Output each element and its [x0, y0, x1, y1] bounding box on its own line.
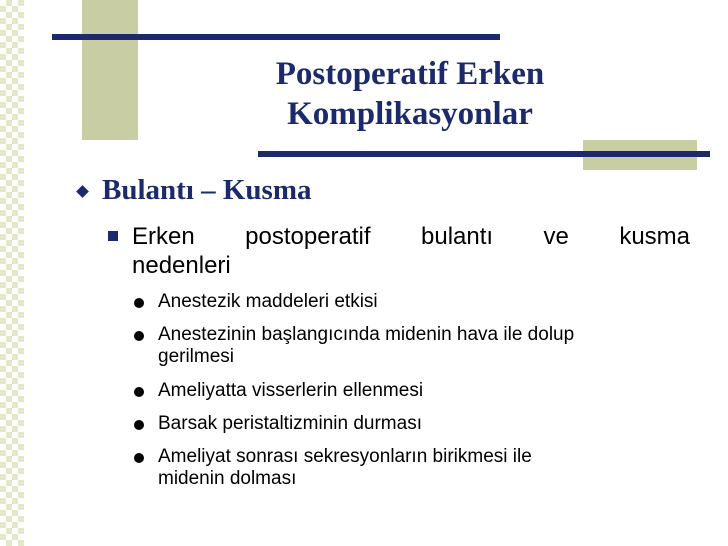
- bullet-heading: Bulantı – Kusma: [102, 174, 312, 206]
- list-item-text-cont: gerilmesi: [158, 346, 235, 367]
- list-item: [134, 380, 694, 402]
- round-bullet-icon: [134, 331, 144, 341]
- subheading-line-1: Erken postoperatif bulantı ve kusma: [132, 223, 690, 250]
- list-item-text: Ameliyatta visserlerin ellenmesi: [158, 380, 424, 401]
- slide-title: [230, 54, 590, 134]
- round-bullet-icon: [134, 298, 144, 308]
- decor-bar-bottom: [258, 151, 710, 157]
- list-item: [134, 324, 694, 368]
- decor-bar-top: [52, 34, 500, 40]
- list-item: [134, 413, 694, 435]
- diamond-bullet-icon: [76, 185, 89, 198]
- list-item: [134, 291, 694, 313]
- decor-square-top: [82, 0, 138, 140]
- square-bullet-icon: [108, 231, 118, 241]
- checker-border: [0, 0, 24, 546]
- list-item-text-cont: midenin dolması: [158, 468, 297, 489]
- list-item-text: Barsak peristaltizminin durması: [158, 413, 422, 434]
- subheading-line-2: nedenleri: [132, 252, 231, 279]
- title-line-2: Komplikasyonlar: [287, 96, 533, 132]
- list-item-text: Anestezik maddeleri etkisi: [158, 291, 378, 312]
- list-item: [134, 446, 694, 490]
- round-bullet-icon: [134, 420, 144, 430]
- round-bullet-icon: [134, 453, 144, 463]
- list-item-text: Anestezinin başlangıcında midenin hava ile dolup: [158, 324, 575, 345]
- list-item-text: Ameliyat sonrası sekresyonların birikmesi ile: [158, 446, 532, 467]
- bullet-level-2: [108, 222, 690, 280]
- round-bullet-icon: [134, 387, 144, 397]
- title-line-1: Postoperatif Erken: [275, 56, 545, 92]
